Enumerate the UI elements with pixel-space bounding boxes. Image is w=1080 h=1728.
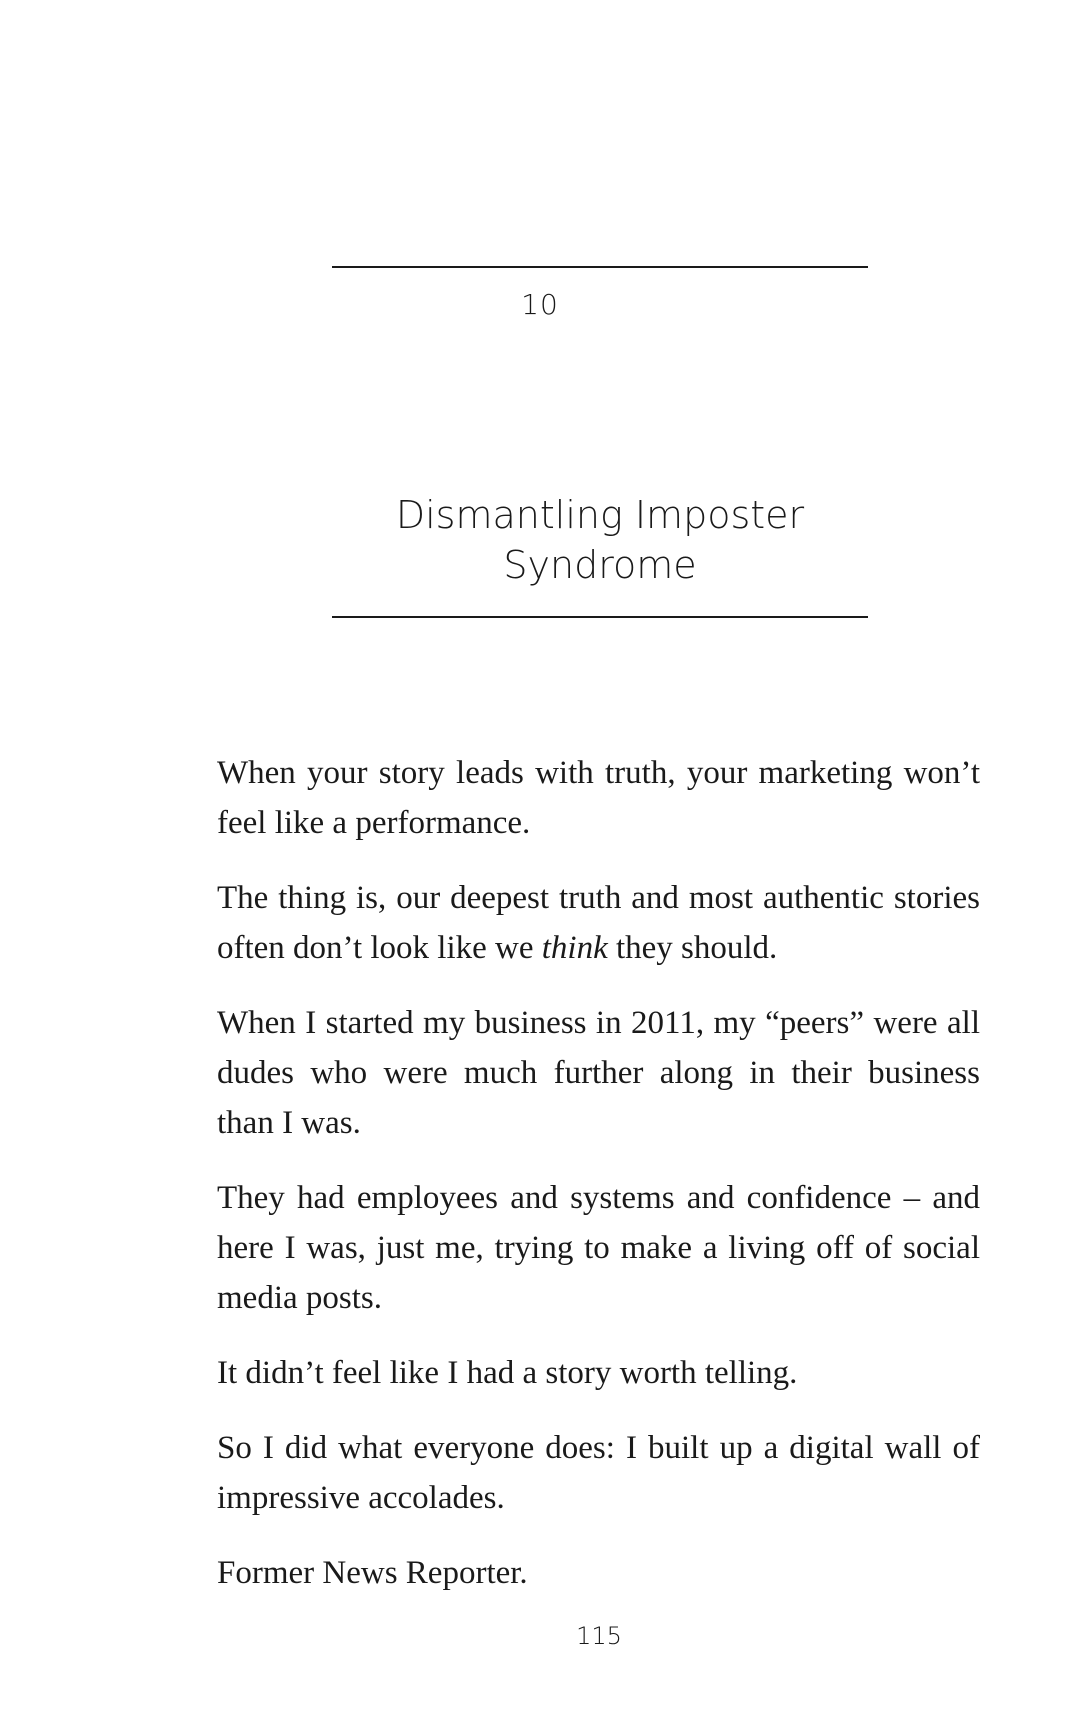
- paragraph: They had employees and systems and confidence – and here I was, just me, trying to make a living off of social media posts.: [217, 1180, 980, 1316]
- paragraph: [217, 873, 980, 973]
- chapter-top-rule: [332, 266, 868, 268]
- chapter-title: [300, 490, 900, 590]
- paragraph-text: they should.: [607, 930, 778, 966]
- paragraph: Former News Reporter.: [217, 1555, 528, 1591]
- chapter-title-line-1: Dismantling Imposter: [395, 493, 805, 537]
- paragraph: So I did what everyone does: I built up a digital wall of impressive accolades.: [217, 1430, 980, 1516]
- paragraph: When your story leads with truth, your marketing won’t feel like a performance.: [217, 755, 980, 841]
- body-text: [217, 748, 980, 1623]
- chapter-bottom-rule: [332, 616, 868, 618]
- paragraph-text: The thing is, our deepest truth and most authentic stories often don’t look like we: [217, 880, 980, 966]
- chapter-number: 10: [521, 288, 559, 321]
- paragraph: It didn’t feel like I had a story worth telling.: [217, 1355, 798, 1391]
- paragraph: When I started my business in 2011, my “peers” were all dudes who were much further along in their business than I was.: [217, 1005, 980, 1141]
- chapter-title-line-2: Syndrome: [503, 543, 697, 587]
- page-number: 115: [576, 1622, 622, 1650]
- emphasis-text: think: [541, 930, 608, 966]
